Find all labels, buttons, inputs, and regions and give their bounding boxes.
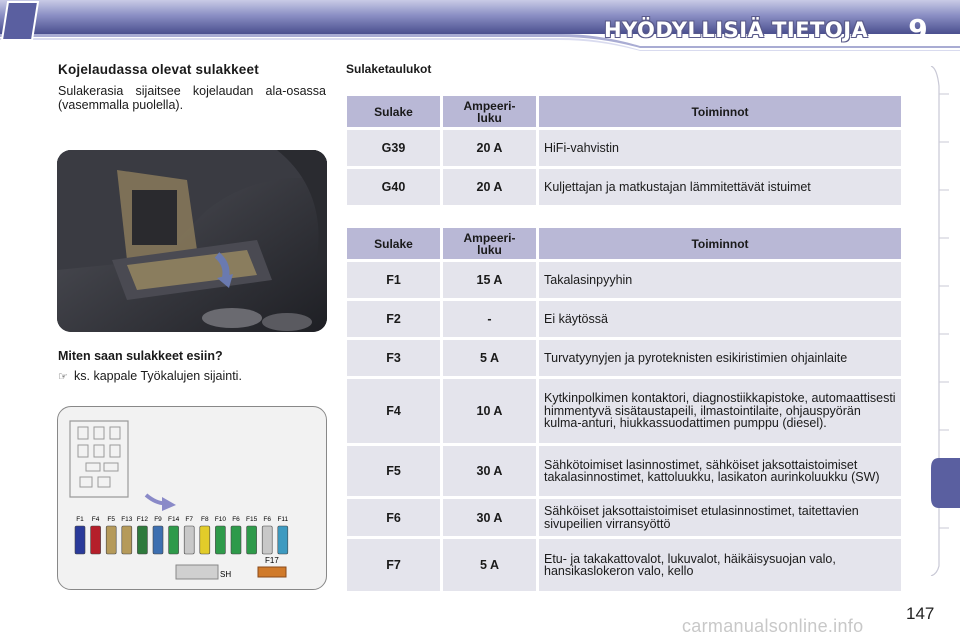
fuse-id: F2	[347, 301, 440, 337]
table-row	[347, 379, 901, 443]
page-number: 147	[906, 604, 935, 623]
fuse-table-1	[344, 93, 904, 208]
chapter-number: 9	[908, 13, 928, 46]
fuse-body	[247, 526, 257, 554]
fuse-label: F10	[214, 516, 227, 523]
header-amp: Ampeeri- luku	[443, 96, 536, 127]
header-amp: Ampeeri- luku	[443, 228, 536, 259]
fuse-body	[184, 526, 194, 554]
fuse-amperage: -	[443, 301, 536, 337]
fuse-amperage: 20 A	[443, 130, 536, 166]
how-to-access-title: Miten saan sulakkeet esiin?	[58, 349, 223, 363]
chapter-tab-rail	[927, 66, 960, 576]
fuse-body	[215, 526, 225, 554]
fuse-id: F5	[347, 446, 440, 496]
fuse-body	[169, 526, 179, 554]
table-header-row	[347, 228, 901, 259]
fuse-id: F7	[347, 539, 440, 591]
shunt-label: SH	[220, 570, 232, 579]
fuse-label: F6	[263, 516, 271, 523]
fuse-table-2	[344, 225, 904, 594]
fuse-label: F14	[167, 516, 180, 523]
fuse-function: Sähköiset jaksottaistoimiset etulasinnostimet, taitettavien sivupeilien virransyöttö	[539, 499, 901, 536]
header-fuse: Sulake	[347, 96, 440, 127]
fuse-label: F13	[121, 516, 133, 523]
fuse-amperage: 20 A	[443, 169, 536, 205]
fuse-label: F12	[136, 516, 149, 523]
fuse-label: F4	[91, 516, 100, 523]
intro-text: Sulakerasia sijaitsee kojelaudan ala-osassa (vasemmalla puolella).	[58, 84, 326, 112]
fuse-body	[231, 526, 241, 554]
pointing-hand-icon: ☞	[58, 371, 68, 383]
fuse-function: Ei käytössä	[539, 301, 901, 337]
header-band	[0, 0, 960, 56]
fuse-function: Kuljettajan ja matkustajan lämmitettävät istuimet	[539, 169, 901, 205]
table-row	[347, 130, 901, 166]
fuse-label: F7	[185, 516, 193, 523]
fuse-function: HiFi-vahvistin	[539, 130, 901, 166]
fuse-id: G40	[347, 169, 440, 205]
how-to-access-item	[58, 369, 242, 383]
fuse-id: F1	[347, 262, 440, 298]
fuse-function: Etu- ja takakattovalot, lukuvalot, häikäisysuojan valo, hansikaslokeron valo, kello	[539, 539, 901, 591]
chapter-title: HYÖDYLLISIÄ TIETOJA	[604, 18, 869, 42]
fuse-body	[122, 526, 132, 554]
fuse-body	[262, 526, 272, 554]
table-row	[347, 340, 901, 376]
fuse-label: F6	[232, 516, 240, 523]
fuse-amperage: 30 A	[443, 446, 536, 496]
dashboard-photo	[57, 150, 327, 332]
header-fuse: Sulake	[347, 228, 440, 259]
how-to-access-text: ks. kappale Työkalujen sijainti.	[74, 369, 242, 383]
fuse-label: F9	[154, 516, 162, 523]
header-functions: Toiminnot	[539, 96, 901, 127]
table-row	[347, 539, 901, 591]
fuse-body	[106, 526, 116, 554]
fuse-label: F11	[277, 516, 289, 523]
fuse-body	[153, 526, 163, 554]
table-header-row	[347, 96, 901, 127]
fuse-label: F15	[245, 516, 258, 523]
fuse-f17	[258, 567, 286, 577]
fuse-body	[200, 526, 210, 554]
table-row	[347, 169, 901, 205]
fuse-row	[75, 526, 288, 554]
table-row	[347, 446, 901, 496]
fuse-body	[75, 526, 85, 554]
table-row	[347, 301, 901, 337]
section-title: Kojelaudassa olevat sulakkeet	[58, 62, 259, 77]
fuse-amperage: 15 A	[443, 262, 536, 298]
fuse-function: Sähkötoimiset lasinnostimet, sähköiset jaksottaistoimiset takalasinnostimet, kattoluukku, lasikaton aurinkoluukku (SW)	[539, 446, 901, 496]
header-functions: Toiminnot	[539, 228, 901, 259]
fuse-label: F1	[76, 516, 84, 523]
fuse-tables-title: Sulaketaulukot	[346, 62, 432, 76]
chapter-badge	[0, 0, 40, 42]
fuse-function: Takalasinpyyhin	[539, 262, 901, 298]
fuse-box-diagram	[57, 406, 327, 590]
fuse-body	[91, 526, 101, 554]
table-row	[347, 499, 901, 536]
fuse-body	[137, 526, 147, 554]
fuse-id: G39	[347, 130, 440, 166]
fuse-amperage: 30 A	[443, 499, 536, 536]
fuse-label: F8	[201, 516, 209, 523]
fuse-id: F6	[347, 499, 440, 536]
fuse-label-row	[76, 516, 288, 523]
fuse-id: F3	[347, 340, 440, 376]
fuse-function: Turvatyynyjen ja pyroteknisten esikiristimien ohjainlaite	[539, 340, 901, 376]
fuse-id: F4	[347, 379, 440, 443]
fuse-amperage: 10 A	[443, 379, 536, 443]
fuse-amperage: 5 A	[443, 539, 536, 591]
table-row	[347, 262, 901, 298]
fuse-label-f17: F17	[265, 556, 279, 565]
watermark: carmanualsonline.info	[682, 616, 864, 636]
fuse-amperage: 5 A	[443, 340, 536, 376]
fuse-label: F5	[107, 516, 115, 523]
fuse-function: Kytkinpolkimen kontaktori, diagnostiikkapistoke, automaattisesti himmentyvä sisätaustapeili, ilmastointilaite, ohjauspyörän kulma-anturi, hiukkassuodattimen pumppu (diesel).	[539, 379, 901, 443]
fuse-body	[278, 526, 288, 554]
